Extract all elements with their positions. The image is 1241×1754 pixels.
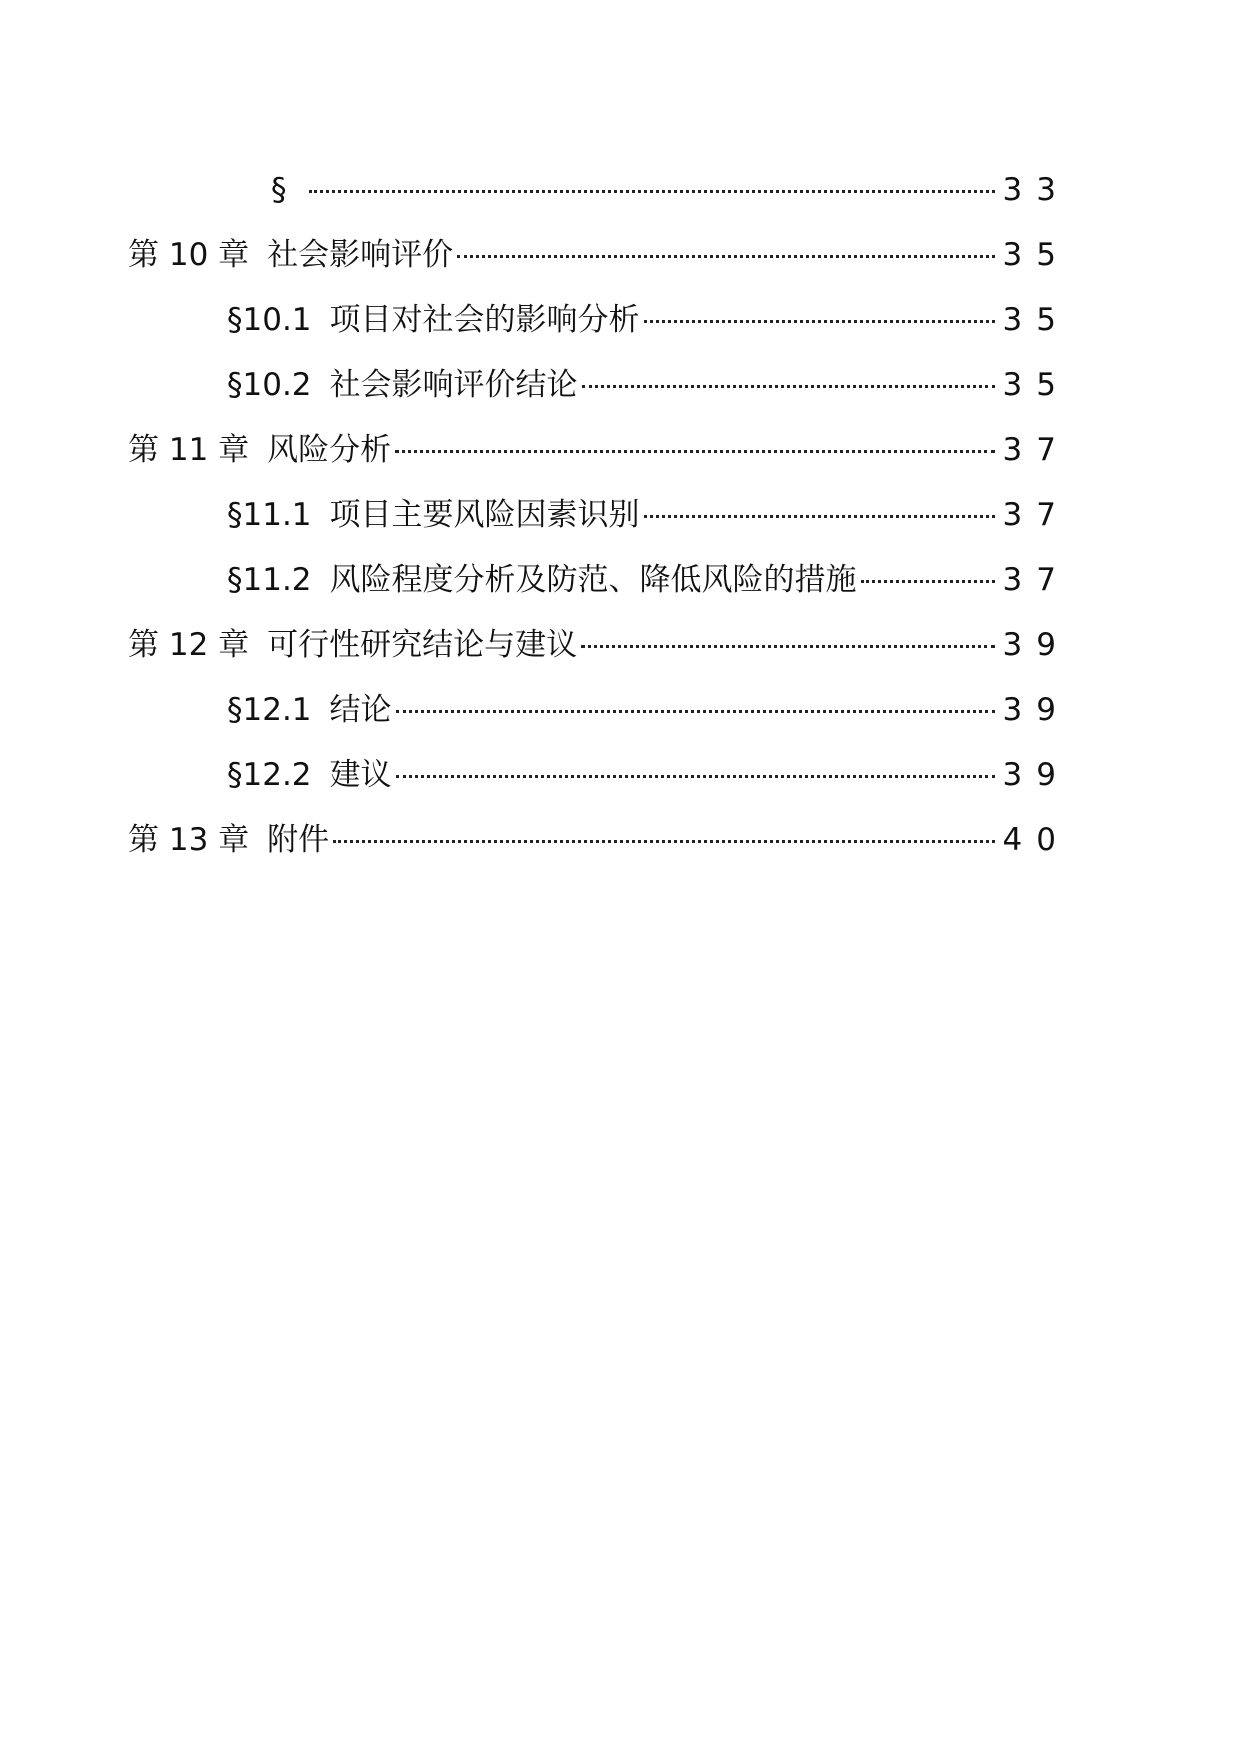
toc-entry-number: 第 11 章 (128, 432, 250, 468)
toc-dot-leader (396, 710, 995, 713)
toc-entry-number: §11.2 (227, 562, 312, 598)
toc-entry-chapter-11[interactable] (128, 418, 1070, 483)
toc-dot-leader (395, 450, 994, 453)
toc-entry-section-10-2[interactable] (128, 353, 1070, 418)
toc-entry-page: 35 (1002, 367, 1070, 403)
toc-entry-chapter-12[interactable] (128, 613, 1070, 678)
toc-entry-number: §10.1 (227, 302, 312, 338)
toc-dot-leader (581, 645, 994, 648)
toc-entry-title: 项目主要风险因素识别 (329, 497, 640, 533)
toc-dot-leader (582, 385, 995, 388)
toc-entry-page: 37 (1002, 562, 1070, 598)
toc-entry-title: 建议 (329, 757, 392, 793)
toc-dot-leader (644, 320, 995, 323)
toc-entry-page: 39 (1002, 627, 1070, 663)
toc-entry-title: 项目对社会的影响分析 (329, 302, 640, 338)
toc-entry-number: § (271, 172, 287, 208)
toc-entry-section-11-2[interactable] (128, 548, 1070, 613)
toc-entry-page: 33 (1002, 172, 1070, 208)
toc-entry-number: 第 10 章 (128, 237, 250, 273)
toc-entry-page: 35 (1002, 237, 1070, 273)
toc-dot-leader (861, 580, 995, 583)
toc-entry-chapter-13[interactable] (128, 808, 1070, 873)
toc-entry-page: 35 (1002, 302, 1070, 338)
toc-entry-title: 附件 (267, 822, 330, 858)
toc-entry-section-12-2[interactable] (128, 743, 1070, 808)
toc-entry-page: 37 (1002, 432, 1070, 468)
toc-entry-number: §12.1 (227, 692, 312, 728)
toc-entry-title: 社会影响评价 (267, 237, 454, 273)
toc-entry-number: §12.2 (227, 757, 312, 793)
toc-entry-number: 第 12 章 (128, 627, 250, 663)
toc-entry-title: 结论 (329, 692, 392, 728)
toc-entry-section-unnamed[interactable] (128, 158, 1070, 223)
toc-dot-leader (396, 775, 995, 778)
toc-entry-title: 风险分析 (267, 432, 392, 468)
toc-dot-leader (333, 840, 994, 843)
toc-entry-title: 社会影响评价结论 (329, 367, 578, 403)
toc-entry-chapter-10[interactable] (128, 223, 1070, 288)
toc-entry-section-10-1[interactable] (128, 288, 1070, 353)
toc-dot-leader (457, 255, 994, 258)
table-of-contents (128, 158, 1070, 873)
toc-entry-number: 第 13 章 (128, 822, 250, 858)
toc-entry-title: 可行性研究结论与建议 (267, 627, 578, 663)
toc-dot-leader (644, 515, 995, 518)
toc-entry-number: §10.2 (227, 367, 312, 403)
toc-entry-page: 37 (1002, 497, 1070, 533)
toc-entry-section-12-1[interactable] (128, 678, 1070, 743)
toc-entry-page: 39 (1002, 757, 1070, 793)
toc-dot-leader (309, 190, 995, 193)
toc-entry-number: §11.1 (227, 497, 312, 533)
toc-entry-section-11-1[interactable] (128, 483, 1070, 548)
toc-entry-page: 40 (1002, 822, 1070, 858)
toc-entry-title: 风险程度分析及防范、降低风险的措施 (329, 562, 857, 598)
toc-entry-page: 39 (1002, 692, 1070, 728)
